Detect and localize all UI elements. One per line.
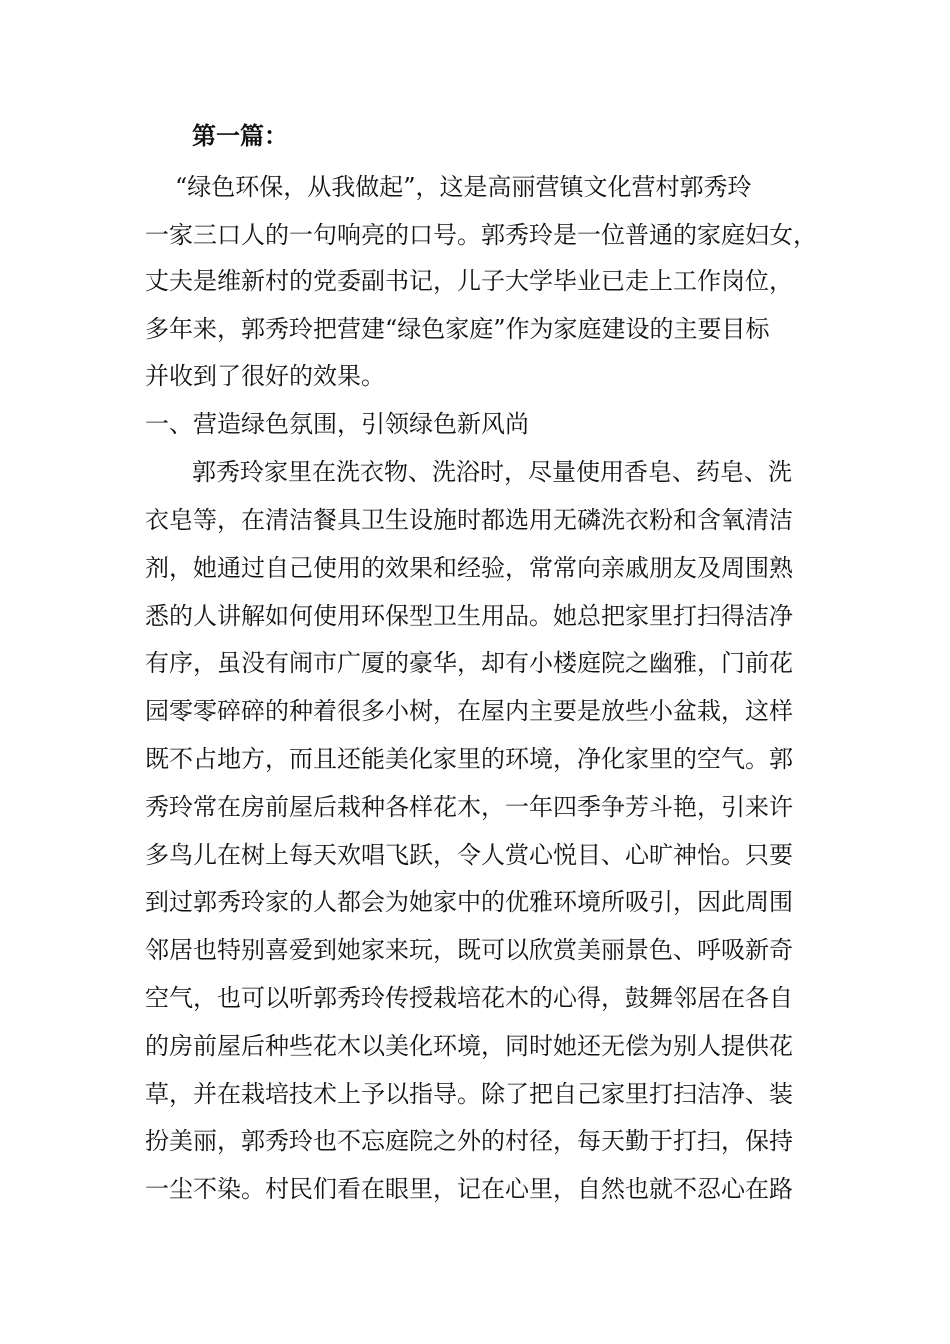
- paragraph-line: 丈夫是维新村的党委副书记，儿子大学毕业已走上工作岗位，: [145, 267, 793, 295]
- paragraph-line: 剂，她通过自己使用的效果和经验，常常向亲戚朋友及周围熟: [145, 554, 793, 582]
- paragraph-line: 一尘不染。村民们看在眼里，记在心里，自然也就不忍心在路: [145, 1175, 793, 1203]
- section-heading: 第一篇：: [192, 121, 288, 150]
- paragraph-line: 并收到了很好的效果。: [145, 362, 385, 390]
- paragraph-line: 扮美丽，郭秀玲也不忘庭院之外的村径，每天勤于打扫，保持: [145, 1127, 793, 1155]
- paragraph-line: 衣皂等，在清洁餐具卫生设施时都选用无磷洗衣粉和含氧清洁: [145, 506, 793, 534]
- paragraph-line: 悉的人讲解如何使用环保型卫生用品。她总把家里打扫得洁净: [145, 602, 793, 630]
- paragraph-line: 空气，也可以听郭秀玲传授栽培花木的心得，鼓舞邻居在各自: [145, 984, 793, 1012]
- paragraph-line: 一家三口人的一句响亮的口号。郭秀玲是一位普通的家庭妇女，: [145, 221, 817, 249]
- paragraph-line: 园零零碎碎的种着很多小树，在屋内主要是放些小盆栽，这样: [145, 697, 793, 725]
- paragraph-line: 多年来，郭秀玲把营建“绿色家庭”作为家庭建设的主要目标: [145, 315, 770, 343]
- subheading-line: 一、营造绿色氛围，引领绿色新风尚: [145, 410, 529, 438]
- paragraph-line: 到过郭秀玲家的人都会为她家中的优雅环境所吸引，因此周围: [145, 888, 793, 916]
- paragraph-line: 的房前屋后种些花木以美化环境，同时她还无偿为别人提供花: [145, 1032, 793, 1060]
- paragraph-line: 郭秀玲家里在洗衣物、洗浴时，尽量使用香皂、药皂、洗: [192, 458, 792, 486]
- paragraph-line: 邻居也特别喜爱到她家来玩，既可以欣赏美丽景色、呼吸新奇: [145, 936, 793, 964]
- paragraph-line: 秀玲常在房前屋后栽种各样花木，一年四季争芳斗艳，引来许: [145, 793, 793, 821]
- paragraph-line: 多鸟儿在树上每天欢唱飞跃，令人赏心悦目、心旷神怡。只要: [145, 841, 793, 869]
- paragraph-line: 有序，虽没有闹市广厦的豪华，却有小楼庭院之幽雅，门前花: [145, 649, 793, 677]
- paragraph-line: 既不占地方，而且还能美化家里的环境，净化家里的空气。郭: [145, 745, 793, 773]
- paragraph-line: “绿色环保，从我做起”，这是高丽营镇文化营村郭秀玲: [175, 173, 752, 201]
- paragraph-line: 草，并在栽培技术上予以指导。除了把自己家里打扫洁净、装: [145, 1080, 793, 1108]
